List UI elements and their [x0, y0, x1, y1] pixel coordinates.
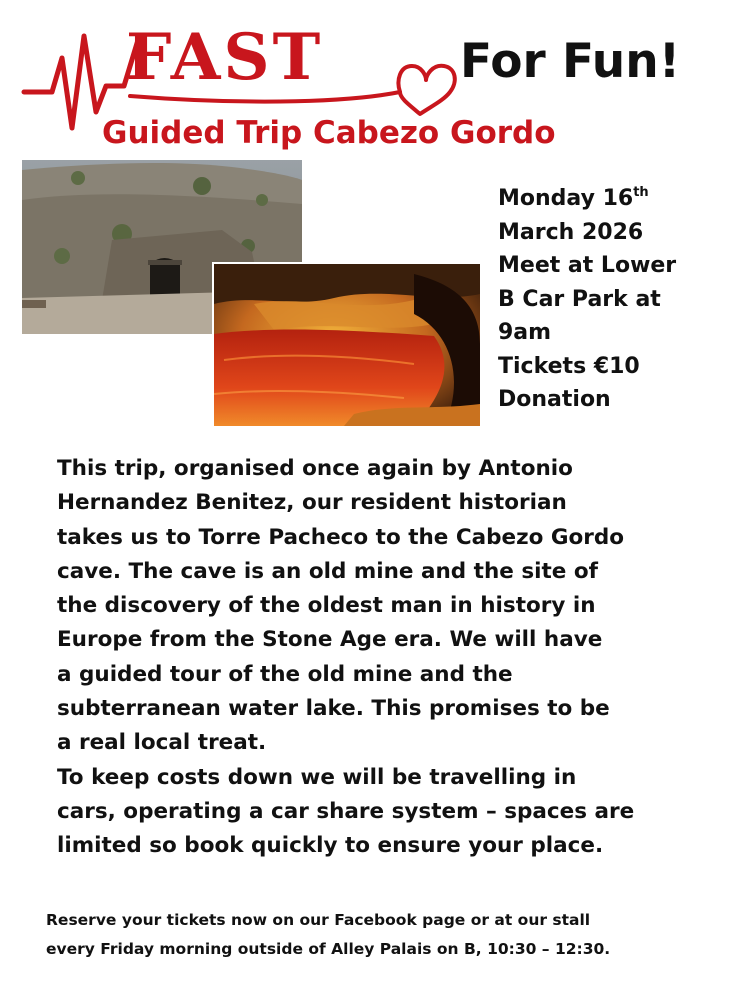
description-line: takes us to Torre Pacheco to the Cabezo Gordo — [57, 524, 625, 550]
ticket-price: Tickets €10 — [498, 353, 640, 379]
brand-word: FAST — [126, 20, 324, 95]
ticket-note: Donation — [498, 387, 611, 412]
meet-location-line-2: B Car Park at — [498, 286, 661, 312]
description-line: a real local treat. — [57, 730, 267, 756]
trip-title: Guided Trip Cabezo Gordo — [102, 115, 556, 151]
description-line: cars, operating a car share system – spaces are — [57, 798, 635, 824]
description-line: Hernandez Benitez, our resident historian — [57, 490, 567, 516]
description-line: Europe from the Stone Age era. We will have — [57, 627, 603, 653]
booking-line: every Friday morning outside of Alley Palais on B, 10:30 – 12:30. — [46, 940, 611, 958]
event-details — [498, 182, 738, 417]
event-date-year: March 2026 — [498, 219, 644, 245]
meet-time: 9am — [498, 320, 552, 345]
description-line: This trip, organised once again by Antonio — [57, 456, 573, 481]
underground-lake-photo — [212, 262, 482, 428]
booking-line: Reserve your tickets now on our Facebook page or at our stall — [46, 911, 591, 929]
flyer-header — [0, 0, 750, 160]
event-date-suffix: th — [633, 185, 649, 200]
description-line: the discovery of the oldest man in history in — [57, 593, 596, 619]
event-date-day: Monday 16 — [498, 186, 634, 211]
booking-info — [46, 906, 736, 964]
description-line: To keep costs down we will be travelling in — [57, 764, 577, 790]
event-date-line — [498, 182, 738, 216]
meet-location-line-1: Meet at Lower — [498, 253, 677, 278]
description-line: cave. The cave is an old mine and the site of — [57, 558, 598, 584]
description-line: limited so book quickly to ensure your place. — [57, 833, 604, 859]
tagline: For Fun! — [460, 34, 681, 89]
description-line: subterranean water lake. This promises to be — [57, 696, 610, 722]
description-line: a guided tour of the old mine and the — [57, 661, 513, 687]
trip-description — [57, 452, 737, 864]
